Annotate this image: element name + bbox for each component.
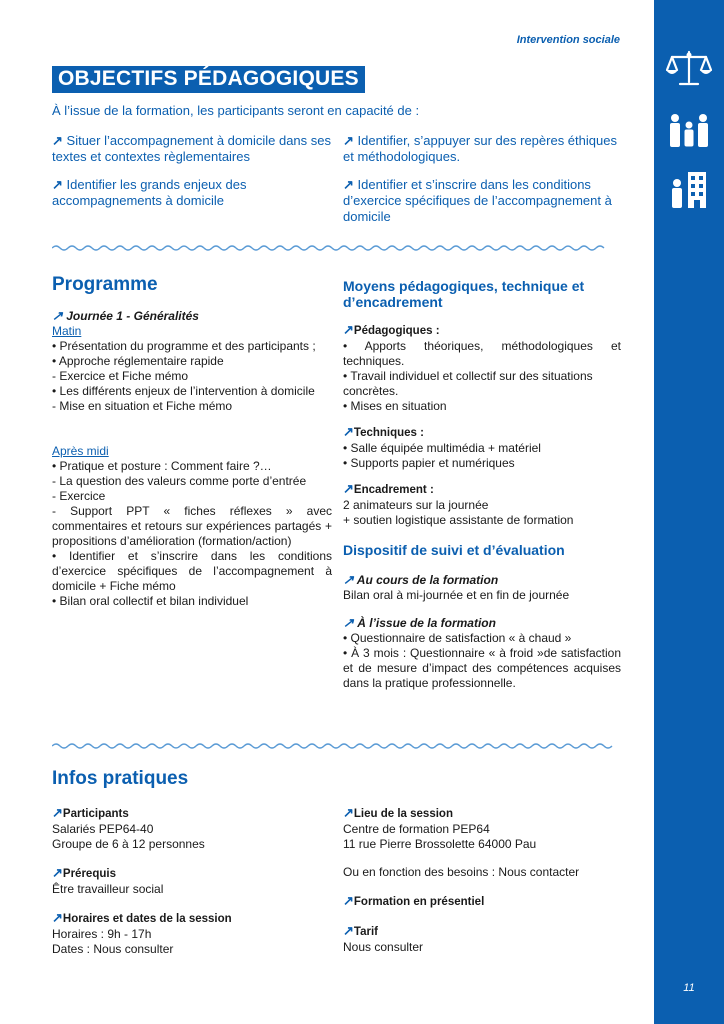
infos-left-column (52, 805, 332, 957)
dispositif-column (343, 572, 621, 691)
arrow-up-right-icon: ↗ (52, 865, 63, 880)
horaires-line: Dates : Nous consulter (52, 942, 174, 956)
objectives-intro: À l’issue de la formation, les participants seront en capacité de : (52, 103, 420, 118)
programme-day: ↗ Journée 1 - Généralités (52, 308, 199, 323)
lieu-extra: Ou en fonction des besoins : Nous contacter (343, 865, 580, 879)
objective-item: ↗ Identifier les grands enjeux des accompagnements à domicile (52, 177, 247, 208)
techniques-label: ↗Techniques : (343, 424, 424, 439)
pedagogiques-label: ↗Pédagogiques : (343, 322, 440, 337)
moyens-title: Moyens pédagogiques, technique et d’encadrement (343, 278, 585, 310)
horaires-label: ↗Horaires et dates de la session (52, 910, 232, 925)
list-item: + soutien logistique assistante de formation (343, 513, 574, 527)
infos-right-column (343, 805, 621, 955)
cours-text: Bilan oral à mi-journée et en fin de journée (343, 588, 570, 602)
wave-divider (52, 742, 620, 750)
dispositif-title: Dispositif de suivi et d’évaluation (343, 542, 565, 558)
arrow-up-right-icon: ↗ (343, 133, 354, 148)
list-item: • Identifier et s’inscrire dans les conditions d’exercice spécifiques de l’accompagnement à domicile + Fiche mémo (52, 549, 332, 593)
objectives-title: OBJECTIFS PÉDAGOGIQUES (52, 66, 365, 93)
arrow-up-right-icon: ↗ (343, 322, 354, 337)
objective-item: ↗ Identifier et s’inscrire dans les conditions d’exercice spécifiques de l’accompagnement à domicile (343, 177, 612, 224)
prerequis-label: ↗Prérequis (52, 865, 116, 880)
lieu-line: 11 rue Pierre Brossolette 64000 Pau (343, 837, 537, 851)
arrow-up-right-icon: ↗ (343, 923, 354, 938)
arrow-up-right-icon: ↗ (343, 424, 354, 439)
list-item: 2 animateurs sur la journée (343, 498, 489, 512)
infos-title: Infos pratiques (52, 768, 189, 789)
tarif-text: Nous consulter (343, 940, 424, 954)
list-item: • Questionnaire de satisfaction « à chaud » (343, 631, 572, 645)
morning-label: Matin (52, 324, 82, 338)
arrow-up-right-icon: ↗ (52, 133, 63, 148)
arrow-up-right-icon: ↗ (52, 177, 63, 192)
list-item: • Pratique et posture : Comment faire ?… (52, 459, 272, 473)
list-item: - Exercice et Fiche mémo (52, 369, 189, 383)
arrow-up-right-icon: ↗ (52, 910, 63, 925)
page-number: 11 (683, 982, 695, 994)
arrow-up-right-icon: ↗ (52, 805, 63, 820)
list-item: • Les différents enjeux de l’intervention à domicile (52, 384, 315, 398)
formation-label: ↗Formation en présentiel (343, 893, 485, 908)
issue-label: ↗ À l’issue de la formation (343, 615, 496, 630)
arrow-up-right-icon: ↗ (343, 572, 354, 587)
list-item: - Exercice (52, 489, 106, 503)
list-item: • Salle équipée multimédia + matériel (343, 441, 541, 455)
list-item: - La question des valeurs comme porte d’entrée (52, 474, 307, 488)
objective-item: ↗ Situer l’accompagnement à domicile dans ses textes et contextes règlementaires (52, 133, 331, 164)
cours-label: ↗ Au cours de la formation (343, 572, 499, 587)
lieu-label: ↗Lieu de la session (343, 805, 453, 820)
arrow-up-right-icon: ↗ (343, 481, 354, 496)
afternoon-label: Après midi (52, 444, 109, 458)
list-item: • Travail individuel et collectif sur des situations concrètes. (343, 369, 593, 398)
objective-item: ↗ Identifier, s’appuyer sur des repères éthiques et méthodologiques. (343, 133, 617, 164)
arrow-up-right-icon: ↗ (343, 177, 354, 192)
list-item: • À 3 mois : Questionnaire « à froid »de satisfaction et de mesure d’impact des compétences acquises dans la pratique professionnelle. (343, 646, 621, 690)
programme-column (52, 308, 332, 609)
arrow-up-right-icon: ↗ (343, 893, 354, 908)
list-item: • Supports papier et numériques (343, 456, 515, 470)
list-item: • Présentation du programme et des participants ; (52, 339, 316, 353)
list-item: - Support PPT « fiches réflexes » avec commentaires et retours sur expériences partagés + propositions d’amélioration (formation/action) (52, 504, 332, 548)
arrow-up-right-icon: ↗ (343, 805, 354, 820)
horaires-line: Horaires : 9h - 17h (52, 927, 152, 941)
programme-title: Programme (52, 274, 158, 295)
participants-line: Salariés PEP64-40 (52, 822, 154, 836)
category-label: Intervention sociale (516, 34, 620, 46)
buildings-icon (666, 170, 712, 210)
moyens-column (343, 322, 621, 528)
list-item: • Bilan oral collectif et bilan individuel (52, 594, 249, 608)
tarif-label: ↗Tarif (343, 923, 378, 938)
list-item: • Mises en situation (343, 399, 447, 413)
list-item: • Approche réglementaire rapide (52, 354, 224, 368)
encadrement-label: ↗Encadrement : (343, 481, 434, 496)
sidebar (654, 0, 724, 1024)
list-item: • Apports théoriques, méthodologiques et techniques. (343, 339, 621, 368)
wave-divider (52, 244, 620, 252)
people-group-icon (666, 110, 712, 150)
list-item: - Mise en situation et Fiche mémo (52, 399, 233, 413)
participants-line: Groupe de 6 à 12 personnes (52, 837, 205, 851)
balance-scale-icon (666, 48, 712, 88)
lieu-line: Centre de formation PEP64 (343, 822, 490, 836)
arrow-up-right-icon: ↗ (52, 308, 63, 323)
prerequis-text: Être travailleur social (52, 882, 164, 896)
arrow-up-right-icon: ↗ (343, 615, 354, 630)
participants-label: ↗Participants (52, 805, 129, 820)
